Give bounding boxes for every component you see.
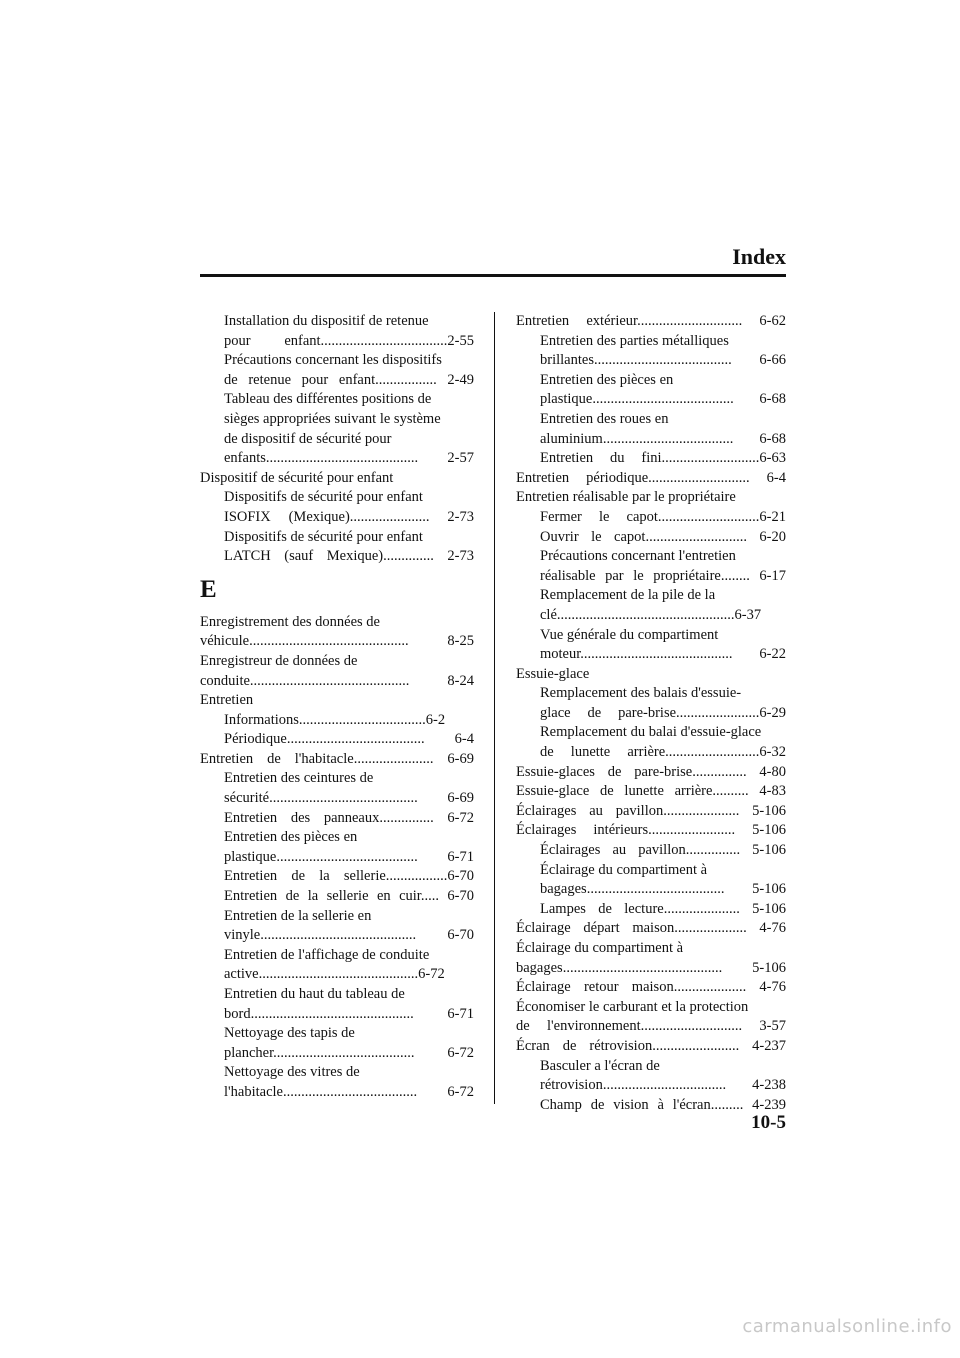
- index-subentry: [516, 1096, 786, 1116]
- index-entry: [516, 312, 786, 332]
- index-entry-line-with-page: Éclairage retour maison.................... 4-76: [516, 979, 786, 996]
- index-entry-line-with-page: Essuie-glaces de pare-brise............... 4-80: [516, 763, 786, 780]
- index-entry-line-with-page: plastique....................................... 6-68: [540, 391, 786, 408]
- index-entry-line-with-page: enfants.......................................... 2-57: [224, 450, 474, 467]
- index-entry-line-with-page: plancher....................................... 6-72: [224, 1044, 474, 1061]
- right-column-entries: [516, 312, 786, 1115]
- index-entry-line: Basculer a l'écran de: [540, 1057, 660, 1074]
- index-entry-line-with-page: moteur.......................................... 6-22: [540, 646, 786, 663]
- index-subentry: [200, 730, 474, 750]
- index-entry-line: Remplacement de la pile de la: [540, 587, 716, 604]
- index-entry-line-with-page: ISOFIX (Mexique)...................... 2-73: [224, 508, 474, 525]
- index-entry-line-with-page: de retenue pour enfant................. 2-49: [224, 371, 474, 388]
- index-entry-line-with-page: Entretien de l'habitacle...................... 6-69: [200, 750, 474, 767]
- index-entry-line: Dispositifs de sécurité pour enfant: [224, 489, 423, 506]
- index-entry-line: Nettoyage des tapis de: [224, 1025, 355, 1042]
- index-entry: [200, 691, 474, 711]
- left-column-entries: [200, 613, 474, 1103]
- index-subentry: [516, 841, 786, 861]
- column-divider: [494, 312, 495, 1104]
- index-entry-line: Remplacement du balai d'essuie-glace: [540, 724, 762, 741]
- index-entry-line-with-page: Entretien de la sellerie.................6-70: [224, 868, 474, 885]
- index-subentry: [200, 867, 474, 887]
- index-entry-line-with-page: Éclairage départ maison.................... 4-76: [516, 920, 786, 937]
- left-column: [200, 312, 474, 1103]
- index-subentry: [200, 946, 474, 985]
- index-entry-line-with-page: Entretien: [200, 692, 254, 709]
- index-entry-line-with-page: de lunette arrière..........................6-32: [540, 744, 786, 761]
- index-subentry: [516, 861, 786, 900]
- index-entry-line-with-page: bagages...................................... 5-106: [540, 881, 786, 898]
- index-entry: [516, 998, 786, 1037]
- index-entry-line-with-page: Ouvrir le capot............................ 6-20: [540, 528, 786, 545]
- index-entry-line-with-page: véhicule............................................ 8-25: [200, 633, 474, 650]
- index-entry: [200, 750, 474, 770]
- index-entry: [516, 488, 786, 508]
- index-subentry: [516, 586, 786, 625]
- index-entry-line-with-page: pour enfant...................................2-55: [224, 332, 474, 349]
- index-entry-line-with-page: Essuie-glace de lunette arrière.......... 4-83: [516, 783, 786, 800]
- index-entry-line: Éclairage du compartiment à: [516, 940, 684, 956]
- index-entry-line: Précautions concernant les dispositifs: [224, 352, 442, 369]
- index-entry-line-with-page: Éclairages au pavillon..................... 5-106: [516, 802, 786, 819]
- index-subentry: [516, 508, 786, 528]
- index-entry-line: Économiser le carburant et la protection: [516, 998, 749, 1015]
- index-entry-line-with-page: vinyle........................................... 6-70: [224, 927, 474, 944]
- index-subentry: [516, 684, 786, 723]
- index-subentry: [516, 449, 786, 469]
- right-column: [516, 312, 786, 1115]
- index-entry-line-with-page: Entretien extérieur............................. 6-62: [516, 313, 786, 329]
- header-rule: [200, 274, 786, 277]
- index-subentry: [200, 1063, 474, 1102]
- index-subentry: [516, 1057, 786, 1096]
- index-entry-line: Tableau des différentes positions de: [224, 391, 432, 408]
- index-entry-line: Entretien des parties métalliques: [540, 332, 729, 349]
- index-entry: [200, 469, 474, 489]
- index-entry-line-with-page: Périodique...................................... 6-4: [224, 731, 474, 748]
- index-entry-line-with-page: brillantes...................................... 6-66: [540, 352, 786, 369]
- section-letter-heading: E: [200, 575, 217, 603]
- index-subentry: [200, 312, 474, 351]
- index-entry: [516, 919, 786, 939]
- index-entry: [516, 939, 786, 978]
- index-entry: [516, 802, 786, 822]
- index-subentry: [200, 985, 474, 1024]
- index-entry-line: Enregistrement des données de: [200, 613, 380, 630]
- index-subentry: [200, 769, 474, 808]
- index-entry-line-with-page: Entretien du fini...........................6-63: [540, 450, 786, 467]
- index-entry-line-with-page: Éclairages au pavillon............... 5-106: [540, 842, 786, 859]
- index-entry-line-with-page: glace de pare-brise.......................6-29: [540, 704, 786, 721]
- index-entry-line-with-page: Entretien réalisable par le propriétaire: [516, 489, 736, 506]
- index-subentry: [516, 371, 786, 410]
- index-entry-line-with-page: Dispositif de sécurité pour enfant: [200, 469, 394, 486]
- index-entry-line-with-page: Champ de vision à l'écran......... 4-239: [540, 1096, 786, 1113]
- index-entry-line: Entretien du haut du tableau de: [224, 986, 405, 1002]
- index-entry-line-with-page: Entretien de la sellerie en cuir..... 6-70: [224, 888, 474, 905]
- index-entry-line-with-page: Éclairages intérieurs........................ 5-106: [516, 822, 786, 839]
- page-number: 10-5: [751, 1112, 786, 1133]
- index-entry-line: Entretien des roues en: [540, 410, 669, 427]
- index-subentry: [200, 1024, 474, 1063]
- index-subentry: [516, 723, 786, 762]
- index-entry-line-with-page: active............................................6-72: [224, 966, 445, 983]
- index-subentry: [200, 390, 474, 468]
- index-entry: [516, 469, 786, 489]
- index-entry-line-with-page: Lampes de lecture..................... 5-106: [540, 900, 786, 917]
- index-entry-line-with-page: plastique....................................... 6-71: [224, 848, 474, 865]
- index-subentry: [516, 547, 786, 586]
- index-entry: [516, 1037, 786, 1057]
- index-entry-line-with-page: réalisable par le propriétaire........ 6-17: [540, 567, 786, 584]
- index-subentry: [200, 488, 474, 527]
- index-entry: [516, 782, 786, 802]
- index-subentry: [200, 828, 474, 867]
- index-subentry: [516, 626, 786, 665]
- index-entry-line-with-page: LATCH (sauf Mexique).............. 2-73: [224, 548, 474, 565]
- index-entry-line: Entretien de la sellerie en: [224, 907, 372, 924]
- index-entry-line-with-page: aluminium.................................... 6-68: [540, 430, 786, 447]
- watermark: carmanualsonline.info: [742, 1316, 952, 1337]
- index-entry-line-with-page: Entretien des panneaux............... 6-72: [224, 809, 474, 826]
- index-subentry: [200, 809, 474, 829]
- index-entry-line: Vue générale du compartiment: [540, 626, 719, 643]
- index-entry-line-with-page: rétrovision.................................. 4-238: [540, 1077, 786, 1094]
- index-entry-line-with-page: bord............................................. 6-71: [224, 1005, 474, 1022]
- index-subentry: [516, 528, 786, 548]
- index-entry-line: Entretien de l'affichage de conduite: [224, 946, 430, 963]
- index-entry-line-with-page: bagages............................................ 5-106: [516, 959, 786, 976]
- left-column-top-entries: [200, 312, 474, 567]
- index-entry-line: Éclairage du compartiment à: [540, 861, 708, 878]
- index-subentry: [516, 410, 786, 449]
- index-entry-line: Entretien des pièces en: [224, 829, 358, 846]
- index-entry-line-with-page: Informations...................................6-2: [224, 711, 446, 728]
- index-entry-line: Remplacement des balais d'essuie-: [540, 685, 742, 702]
- index-entry: [200, 652, 474, 691]
- index-subentry: [200, 887, 474, 907]
- index-entry: [516, 665, 786, 685]
- index-subentry: [516, 332, 786, 371]
- index-entry: [200, 613, 474, 652]
- index-entry: [516, 821, 786, 841]
- index-entry-line: Entretien des pièces en: [540, 371, 674, 388]
- index-entry-line-with-page: Essuie-glace: [516, 665, 590, 682]
- index-entry-line: Enregistreur de données de: [200, 652, 358, 669]
- index-entry-line-with-page: l'habitacle..................................... 6-72: [224, 1083, 474, 1100]
- index-entry-line: Dispositifs de sécurité pour enfant: [224, 528, 423, 545]
- index-entry-line: de dispositif de sécurité pour: [224, 430, 392, 447]
- index-entry-line: Entretien des ceintures de: [224, 770, 374, 787]
- index-entry-line-with-page: Écran de rétrovision........................ 4-237: [516, 1037, 786, 1054]
- index-entry-line: Précautions concernant l'entretien: [540, 548, 736, 565]
- index-subentry: [200, 528, 474, 567]
- index-entry-line-with-page: sécurité......................................... 6-69: [224, 790, 474, 807]
- index-entry: [516, 978, 786, 998]
- index-entry-line: sièges appropriées suivant le système: [224, 410, 441, 427]
- index-entry-line-with-page: Fermer le capot............................6-21: [540, 508, 786, 525]
- index-entry-line-with-page: clé.................................................6-37: [540, 606, 762, 623]
- index-subentry: [516, 900, 786, 920]
- index-entry-line: Nettoyage des vitres de: [224, 1064, 360, 1081]
- page-title: Index: [732, 244, 786, 269]
- index-subentry: [200, 711, 474, 731]
- index-subentry: [200, 907, 474, 946]
- index-subentry: [200, 351, 474, 390]
- index-entry-line-with-page: conduite............................................ 8-24: [200, 672, 474, 689]
- index-entry-line-with-page: Entretien périodique............................ 6-4: [516, 469, 786, 486]
- index-entry: [516, 763, 786, 783]
- index-entry-line: Installation du dispositif de retenue: [224, 313, 429, 329]
- index-entry-line-with-page: de l'environnement............................ 3-57: [516, 1018, 786, 1035]
